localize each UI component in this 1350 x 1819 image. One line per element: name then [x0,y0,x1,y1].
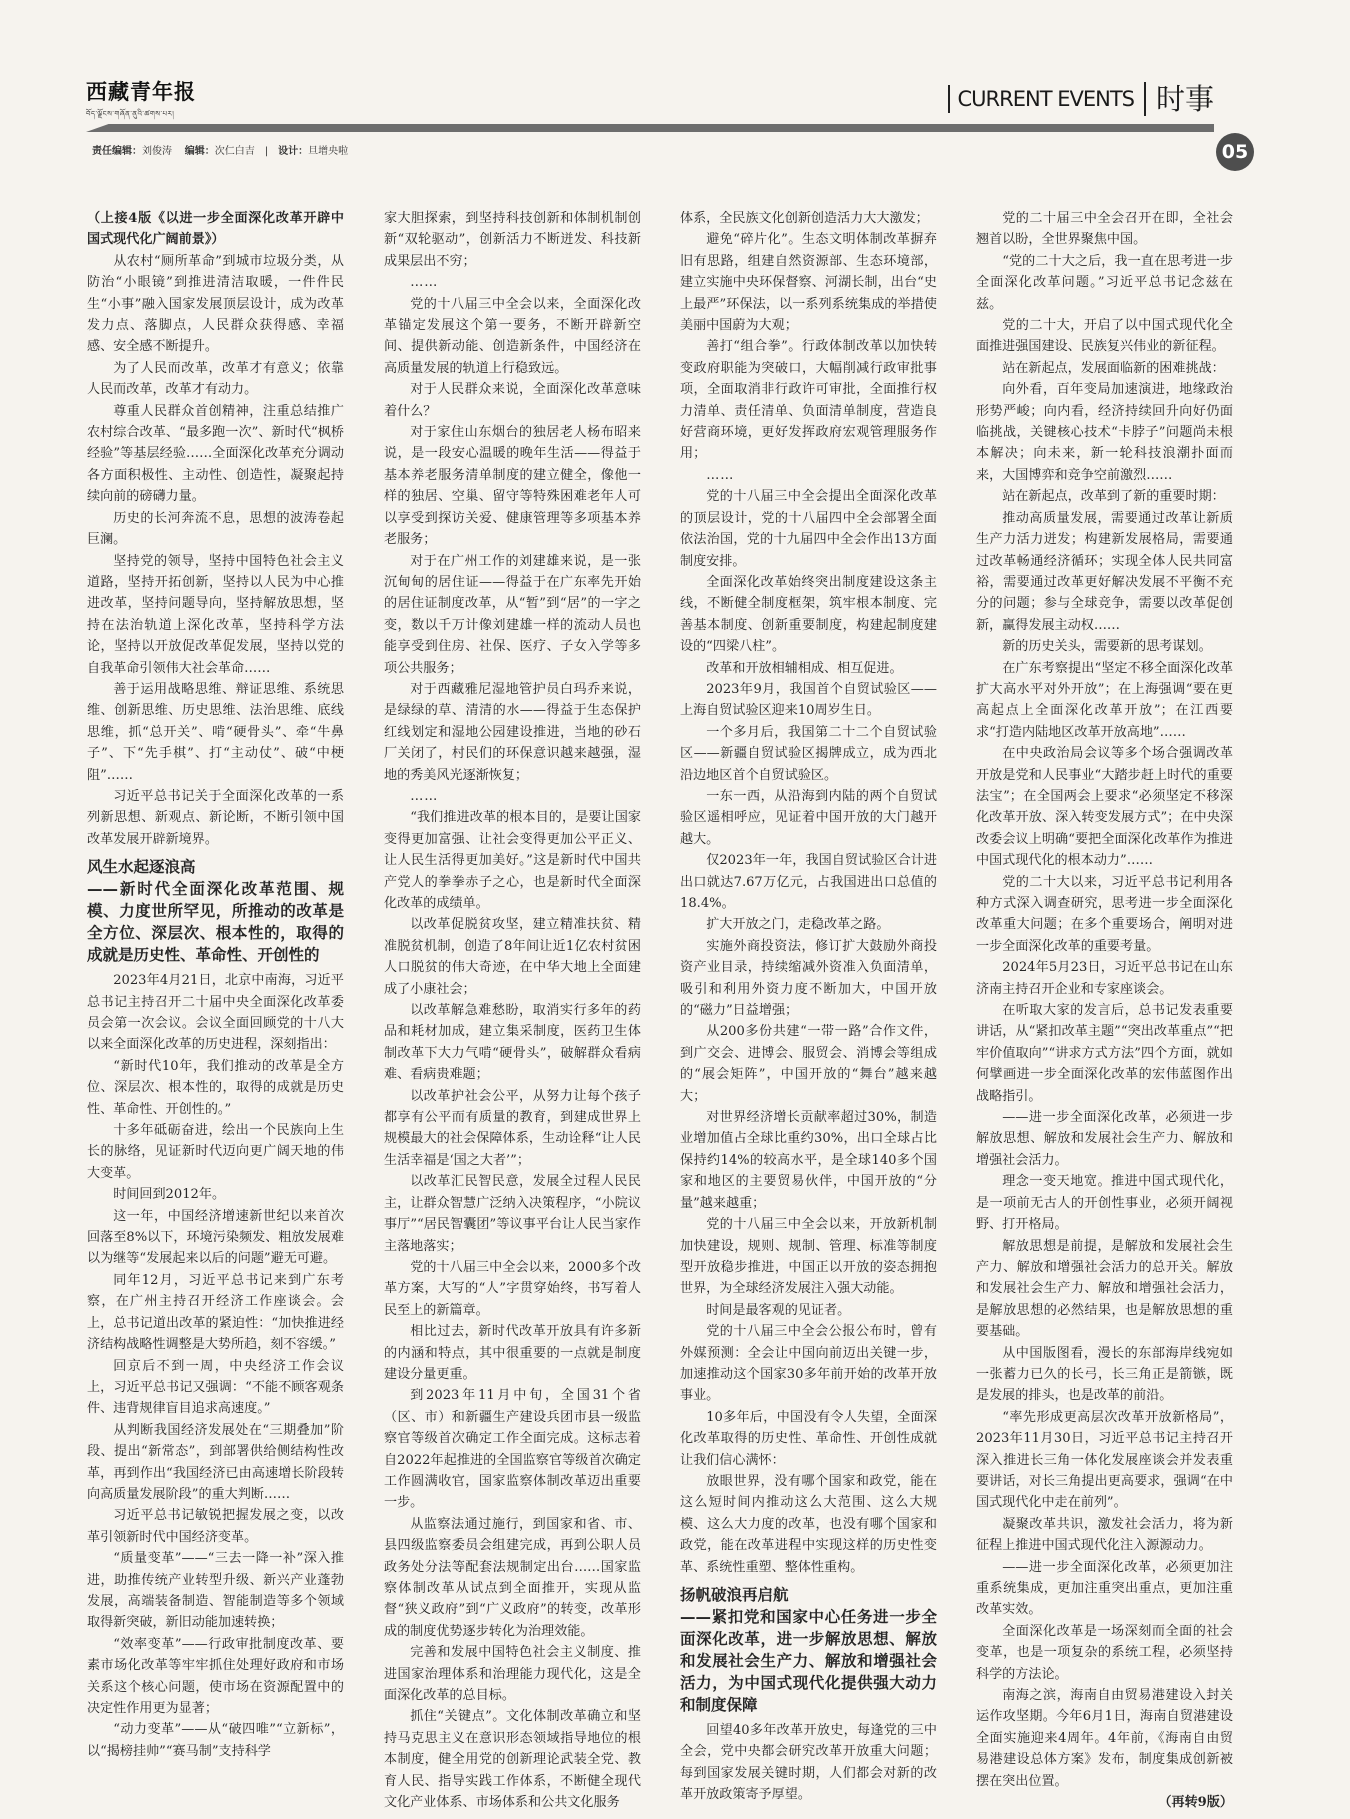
ellipsis: …… [706,467,735,483]
paragraph: 新的历史关头，需要新的思考谋划。 [1002,639,1212,655]
credits-separator: | [264,146,269,157]
paragraph: 习近平总书记关于全面深化改革的一系列新思想、新观点、新论断，不断引领中国改革发展开辟新境界。 [87,788,344,847]
paragraph: 相比过去，新时代改革开放具有许多新的内涵和特点，其中很重要的一点就是制度建设分量更重。 [384,1324,641,1382]
paragraph: 放眼世界，没有哪个国家和政党，能在这么短时间内推动这么大范围、这么大规模、这么大力度的改革，也没有哪个国家和政党，能在改革进程中实现这样的历史性变革、系统性重塑、整体性重构。 [680,1473,937,1575]
paragraph: “效率变革”——行政审批制度改革、要素市场化改革等牢牢抓住处理好政府和市场关系这个核心问题，使市场在资源配置中的决定性作用更为显著； [87,1636,344,1716]
paragraph: 完善和发展中国特色社会主义制度、推进国家治理体系和治理能力现代化，这是全面深化改革的总目标。 [384,1645,641,1704]
paragraph: 时间是最客观的见证者。 [706,1302,851,1318]
article-column-3 [680,208,937,1803]
newspaper-logo [86,76,196,126]
paragraph: 从200多份共建“一带一路”合作文件，到广交会、进博会、服贸会、消博会等组成的“展会矩阵”，中国开放的“舞台”越来越大； [680,1024,937,1104]
paragraph: 党的二十大以来，习近平总书记利用各种方式深入调查研究，思考进一步全面深化改革重大问题；在多个重要场合，阐明对进一步全面深化改革的重要考量。 [976,874,1233,954]
paragraph: 在中央政治局会议等多个场合强调改革开放是党和人民事业“大踏步赶上时代的重要法宝”；在全国两会上要求“必须坚定不移深化改革开放、深入转变发展方式”；在中央深改委会议上明确“要把全面深化改革作为推进中国式现代化的根本动力”…… [976,746,1233,869]
paragraph: 习近平总书记敏锐把握发展之变，以改革引领新时代中国经济变革。 [87,1508,344,1545]
article-column-4 [976,208,1233,1811]
paragraph: 站在新起点，发展面临新的困难挑战： [1002,360,1225,376]
paragraph: 党的十八届三中全会以来，2000多个改革方案，大写的“人”字贯穿始终，书写着人民至上的新篇章。 [384,1259,641,1318]
continuation-note: （上接4版《以进一步全面深化改革开辟中国式现代化广阔前景》） [87,211,344,248]
section-heading [87,856,344,966]
paragraph: 善于运用战略思维、辩证思维、系统思维、创新思维、历史思维、法治思维、底线思维，抓“总开关”、啃“硬骨头”、牵“牛鼻子”、下“先手棋”、打“主动仗”、破“中梗阻”…… [87,681,344,783]
paragraph: 以改革促脱贫攻坚，建立精准扶贫、精准脱贫机制，创造了8年间让近1亿农村贫困人口脱贫的伟大奇迹，在中华大地上全面建成了小康社会； [384,917,641,997]
header-rule [86,124,1214,132]
paragraph: 解放思想是前提，是解放和发展社会生产力、解放和增强社会活力的总开关。解放和发展社会生产力、解放和增强社会活力，是解放思想的必然结果，也是解放思想的重要基础。 [976,1238,1233,1340]
paragraph: 一东一西，从沿海到内陆的两个自贸试验区遥相呼应，见证着中国开放的大门越开越大。 [680,788,937,847]
section-label [948,82,1214,116]
paragraph: 扩大开放之门，走稳改革之路。 [706,917,890,933]
section-heading-title: 扬帆破浪再启航 [680,1586,789,1604]
paragraph: 向外看，百年变局加速演进，地缘政治形势严峻；向内看，经济持续回升向好仍面临挑战，关键核心技术“卡脖子”问题尚未根本解决；向未来，新一轮科技浪潮扑面而来，大国博弈和竞争空前激烈…… [976,382,1233,483]
paragraph: “率先形成更高层次改革开放新格局”，2023年11月30日，习近平总书记主持召开深入推进长三角一体化发展座谈会并发表重要讲话，对长三角提出更高要求，强调“在中国式现代化中走在前列”。 [976,1409,1233,1511]
page-number-badge: 05 [1216,133,1254,171]
paragraph: 2023年9月，我国首个自贸试验区——上海自贸试验区迎来10周岁生日。 [680,681,937,719]
paragraph: 对于西藏雅尼湿地管护员白玛乔来说，是绿绿的草、清清的水——得益于生态保护红线划定和湿地公园建设推进，当地的砂石厂关闭了，村民们的环保意识越来越强，湿地的秀美风光逐渐恢复； [384,681,641,783]
masthead [86,76,1266,163]
logo-title: 西藏青年报 [86,79,196,104]
paragraph: 站在新起点，改革到了新的重要时期： [1002,489,1225,505]
paragraph: 党的十八届三中全会提出全面深化改革的顶层设计，党的十八届四中全会部署全面依法治国，党的十九届四中全会作出13方面制度安排。 [680,489,937,569]
paragraph: 理念一变天地宽。推进中国式现代化，是一项前无古人的开创性事业，必须开阔视野、打开格局。 [976,1174,1233,1233]
paragraph: 党的十八届三中全会公报公布时，曾有外媒预测：全会让中国向前迈出关键一步，加速推动这个国家30多年前开始的改革开放事业。 [680,1324,937,1404]
paragraph: 从农村“厕所革命”到城市垃圾分类，从防治“小眼镜”到推进清洁取暖，一件件民生“小事”融入国家发展顶层设计，成为改革发力点、落脚点，人民群众获得感、幸福感、安全感不断提升。 [87,253,344,355]
paragraph: 体系，全民族文化创新创造活力大大激发； [680,211,929,226]
section-label-cn: 时事 [1144,82,1214,116]
paragraph: 家大胆探索，到坚持科技创新和体制机制创新“双轮驱动”，创新活力不断迸发、科技新成果层出不穷； [384,211,641,269]
paragraph: 党的二十大，开启了以中国式现代化全面推进强国建设、民族复兴伟业的新征程。 [976,318,1233,355]
paragraph: 抓住“关键点”。文化体制改革确立和坚持马克思主义在意识形态领域指导地位的根本制度，健全用党的创新理论武装全党、教育人民、指导实践工作体系，不断健全现代文化产业体系、市场体系和公共文化服务 [384,1709,641,1811]
paragraph: 避免“碎片化”。生态文明体制改革摒弃旧有思路，组建自然资源部、生态环境部，建立实施中央环保督察、河湖长制，出台“史上最严”环保法，以一系列系统集成的举措使美丽中国蔚为大观； [680,232,937,334]
paragraph: 凝聚改革共识，激发社会活力，将为新征程上推进中国式现代化注入源源动力。 [976,1516,1233,1554]
editor-label: 责任编辑： [92,146,142,157]
paragraph: 改革和开放相辅相成、相互促进。 [706,660,903,676]
paragraph: 在广东考察提出“坚定不移全面深化改革扩大高水平对外开放”；在上海强调“要在更高起点上全面深化改革开放”；在江西要求“打造内陆地区改革开放高地”…… [976,660,1233,740]
paragraph: 回京后不到一周，中央经济工作会议上，习近平总书记又强调：“不能不顾客观条件、违背规律盲目追求高速度。” [87,1358,344,1417]
paragraph: 时间回到2012年。 [113,1187,226,1203]
paragraph: 一个多月后，我国第二十二个自贸试验区——新疆自贸试验区揭牌成立，成为西北沿边地区首个自贸试验区。 [680,724,937,783]
editor2-label: 编辑： [184,146,215,157]
paragraph: 在听取大家的发言后，总书记发表重要讲话，从“紧扣改革主题”“突出改革重点”“把牢价值取向”“讲求方式方法”四个方面，就如何擘画进一步全面深化改革的宏伟蓝图作出战略指引。 [976,1003,1233,1104]
paragraph: 以改革汇民智民意，发展全过程人民民主，让群众智慧广泛纳入决策程序，“小院议事厅”“居民智囊团”等议事平台让人民当家作主落地落实； [384,1174,641,1254]
ellipsis: …… [410,788,439,804]
article-column-1 [87,208,344,1768]
paragraph: “我们推进改革的根本目的，是要让国家变得更加富强、让社会变得更加公平正义、让人民生活得更加美好。”这是新时代中国共产党人的拳拳赤子之心，也是新时代全面深化改革的成绩单。 [384,810,641,911]
paragraph: 仅2023年一年，我国自贸试验区合计进出口就达7.67万亿元，占我国进出口总值的18.4%。 [680,853,937,911]
design-name: 旦增央啦 [308,146,349,157]
design-label: 设计： [278,146,309,157]
section-heading [680,1584,937,1716]
paragraph: 党的二十届三中全会召开在即，全社会翘首以盼，全世界聚焦中国。 [976,211,1233,248]
paragraph: 推动高质量发展，需要通过改革让新质生产力活力迸发；构建新发展格局，需要通过改革畅通经济循环；实现全体人民共同富裕，需要通过改革更好解决发展不平衡不充分的问题；参与全球竞争，需要以改革促创新，赢得发展主动权…… [976,510,1233,633]
paragraph: 2024年5月23日，习近平总书记在山东济南主持召开企业和专家座谈会。 [976,960,1233,997]
paragraph: 以改革解急难愁盼，取消实行多年的药品和耗材加成，建立集采制度，医药卫生体制改革下大力气啃“硬骨头”，破解群众看病难、看病贵难题； [384,1003,641,1083]
paragraph: 尊重人民群众首创精神，注重总结推广农村综合改革、“最多跑一次”、新时代“枫桥经验”等基层经验……全面深化改革充分调动各方面积极性、主动性、创造性，凝聚起持续向前的磅礴力量。 [87,403,344,505]
paragraph: “新时代10年，我们推动的改革是全方位、深层次、根本性的，取得的成就是历史性、革命性、开创性的。” [87,1058,344,1117]
paragraph: 全面深化改革是一场深刻而全面的社会变革，也是一项复杂的系统工程，必须坚持科学的方法论。 [976,1623,1233,1682]
paragraph: 党的十八届三中全会以来，全面深化改革锚定发展这个第一要务，不断开辟新空间、提供新动能、创造新条件，中国经济在高质量发展的轨道上行稳致远。 [384,296,641,376]
paragraph: 以改革护社会公平，从努力让每个孩子都享有公平而有质量的教育，到建成世界上规模最大的社会保障体系，生动诠释“让人民生活幸福是‘国之大者’”； [384,1088,641,1168]
editor-credits [92,142,348,157]
logo-tibetan-subtitle: བོད་ལྗོངས་གཞོན་ནུའི་ཚགས་པར། [86,110,175,118]
editor-name: 刘俊涛 [142,146,172,157]
paragraph: “动力变革”——从“破四唯”“立新标”，以“揭榜挂帅”“赛马制”支持科学 [87,1722,344,1759]
paragraph: “质量变革”——“三去一降一补”深入推进，助推传统产业转型升级、新兴产业蓬勃发展，高端装备制造、智能制造等多个领域取得新突破，新旧动能加速转换； [87,1551,344,1631]
paragraph: 对于人民群众来说，全面深化改革意味着什么？ [384,382,641,419]
paragraph: 回望40多年改革开放史，每逢党的三中全会，党中央都会研究改革开放重大问题；每到国家发展关键时期，人们都会对新的改革开放政策寄予厚望。 [680,1723,937,1803]
paragraph: 善打“组合拳”。行政体制改革以加快转变政府职能为突破口，大幅削减行政审批事项，全面取消非行政许可审批，全面推行权力清单、责任清单、负面清单制度，营造良好营商环境，更好发挥政府宏观管理服务作用； [680,339,937,462]
paragraph: 2023年4月21日，北京中南海，习近平总书记主持召开二十届中央全面深化改革委员会第一次会议。会议全面回顾党的十八大以来全面深化改革的历史进程，深刻指出： [87,973,344,1053]
continuation-note-end: （再转9版） [1158,1795,1233,1811]
paragraph: 10多年后，中国没有令人失望，全面深化改革取得的历史性、革命性、开创性成就让我们信心满怀： [680,1409,937,1468]
paragraph: 从中国版图看，漫长的东部海岸线宛如一张蓄力已久的长弓，长三角正是箭镞，既是发展的排头，也是改革的前沿。 [976,1345,1233,1404]
paragraph: 南海之滨，海南自由贸易港建设入封关运作攻坚期。今年6月1日，海南自贸港建设全面实施迎来4周年。4年前，《海南自由贸易港建设总体方案》发布，制度集成创新被摆在突出位置。 [976,1688,1233,1789]
paragraph: 全面深化改革始终突出制度建设这条主线，不断健全制度框架，筑牢根本制度、完善基本制度、创新重要制度，构建起制度建设的“四梁八柱”。 [680,574,937,655]
paragraph: 历史的长河奔流不息，思想的波涛卷起巨澜。 [87,510,344,548]
paragraph: ——进一步全面深化改革，必须更加注重系统集成，更加注重突出重点，更加注重改革实效。 [976,1559,1233,1618]
paragraph: 党的十八届三中全会以来，开放新机制加快建设，规则、规制、管理、标准等制度型开放稳步推进，中国正以开放的姿态拥抱世界，为全球经济发展注入强大动能。 [680,1217,937,1297]
section-label-en: CURRENT EVENTS [948,85,1134,113]
paragraph: 从监察法通过施行，到国家和省、市、县四级监察委员会组建完成，再到公职人员政务处分法等配套法规制定出台……国家监察体制改革从试点到全面推开，实现从监督“狭义政府”到“广义政府”的转变，改革形成的制度优势逐步转化为治理效能。 [384,1516,641,1639]
paragraph: 从判断我国经济发展处在“三期叠加”阶段、提出“新常态”，到部署供给侧结构性改革，再到作出“我国经济已由高速增长阶段转向高质量发展阶段”的重大判断…… [87,1422,344,1502]
paragraph: 对于家住山东烟台的独居老人杨布昭来说，是一段安心温暖的晚年生活——得益于基本养老服务清单制度的建立健全，像他一样的独居、空巢、留守等特殊困难老年人可以享受到探访关爱、健康管理等多项基本养老服务； [384,425,641,548]
section-heading-title: 风生水起逐浪高 [87,858,196,877]
paragraph: 同年12月，习近平总书记来到广东考察，在广州主持召开经济工作座谈会。会上，总书记道出改革的紧迫性：“加快推进经济结构战略性调整是大势所趋，刻不容缓。” [87,1272,344,1353]
ellipsis: …… [410,275,439,291]
paragraph: 对世界经济增长贡献率超过30%，制造业增加值占全球比重约30%，出口全球占比保持约14%的较高水平，是全球140多个国家和地区的主要贸易伙伴，中国开放的“分量”越来越重； [680,1110,937,1211]
section-heading-subtitle: ——新时代全面深化改革范围、规模、力度世所罕见，所推动的改革是全方位、深层次、根本性的，取得的成就是历史性、革命性、开创性的 [87,880,344,965]
article-column-2 [384,208,641,1811]
paragraph: 这一年，中国经济增速新世纪以来首次回落至8%以下，环境污染频发、粗放发展难以为继等“发展起来以后的问题”避无可避。 [87,1208,344,1267]
paragraph: 十多年砥砺奋进，绘出一个民族向上生长的脉络，见证新时代迈向更广阔天地的伟大变革。 [87,1123,344,1181]
paragraph: 坚持党的领导，坚持中国特色社会主义道路，坚持开拓创新，坚持以人民为中心推进改革，坚持问题导向，坚持解放思想，坚持在法治轨道上深化改革，坚持科学方法论，坚持以开放促改革促发展，坚持以党的自我革命引领伟大社会革命…… [87,553,344,676]
paragraph: “党的二十大之后，我一直在思考进一步全面深化改革问题。”习近平总书记念兹在兹。 [976,253,1233,312]
paragraph: 实施外商投资法，修订扩大鼓励外商投资产业目录，持续缩减外资准入负面清单，吸引和利用外资力度不断加大，中国开放的“磁力”日益增强； [680,938,937,1019]
editor2-name: 次仁白吉 [214,146,255,157]
paragraph: 到2023年11月中旬，全国31个省（区、市）和新疆生产建设兵团市县一级监察官等级首次确定工作全面完成。这标志着自2022年起推进的全国监察官等级首次确定工作圆满收官，国家监察体制改革迈出重要一步。 [384,1388,641,1511]
paragraph: 对于在广州工作的刘建雄来说，是一张沉甸甸的居住证——得益于在广东率先开始的居住证制度改革，从“暂”到“居”的一字之变，数以千万计像刘建雄一样的流动人员也能享受到住房、社保、医疗、子女入学等多项公共服务； [384,553,641,676]
section-heading-subtitle: ——紧扣党和国家中心任务进一步全面深化改革，进一步解放思想、解放和发展社会生产力、解放和增强社会活力，为中国式现代化提供强大动力和制度保障 [680,1608,937,1714]
paragraph: 为了人民而改革，改革才有意义；依靠人民而改革，改革才有动力。 [87,360,344,398]
paragraph: ——进一步全面深化改革，必须进一步解放思想、解放和发展社会生产力、解放和增强社会活力。 [976,1110,1233,1168]
